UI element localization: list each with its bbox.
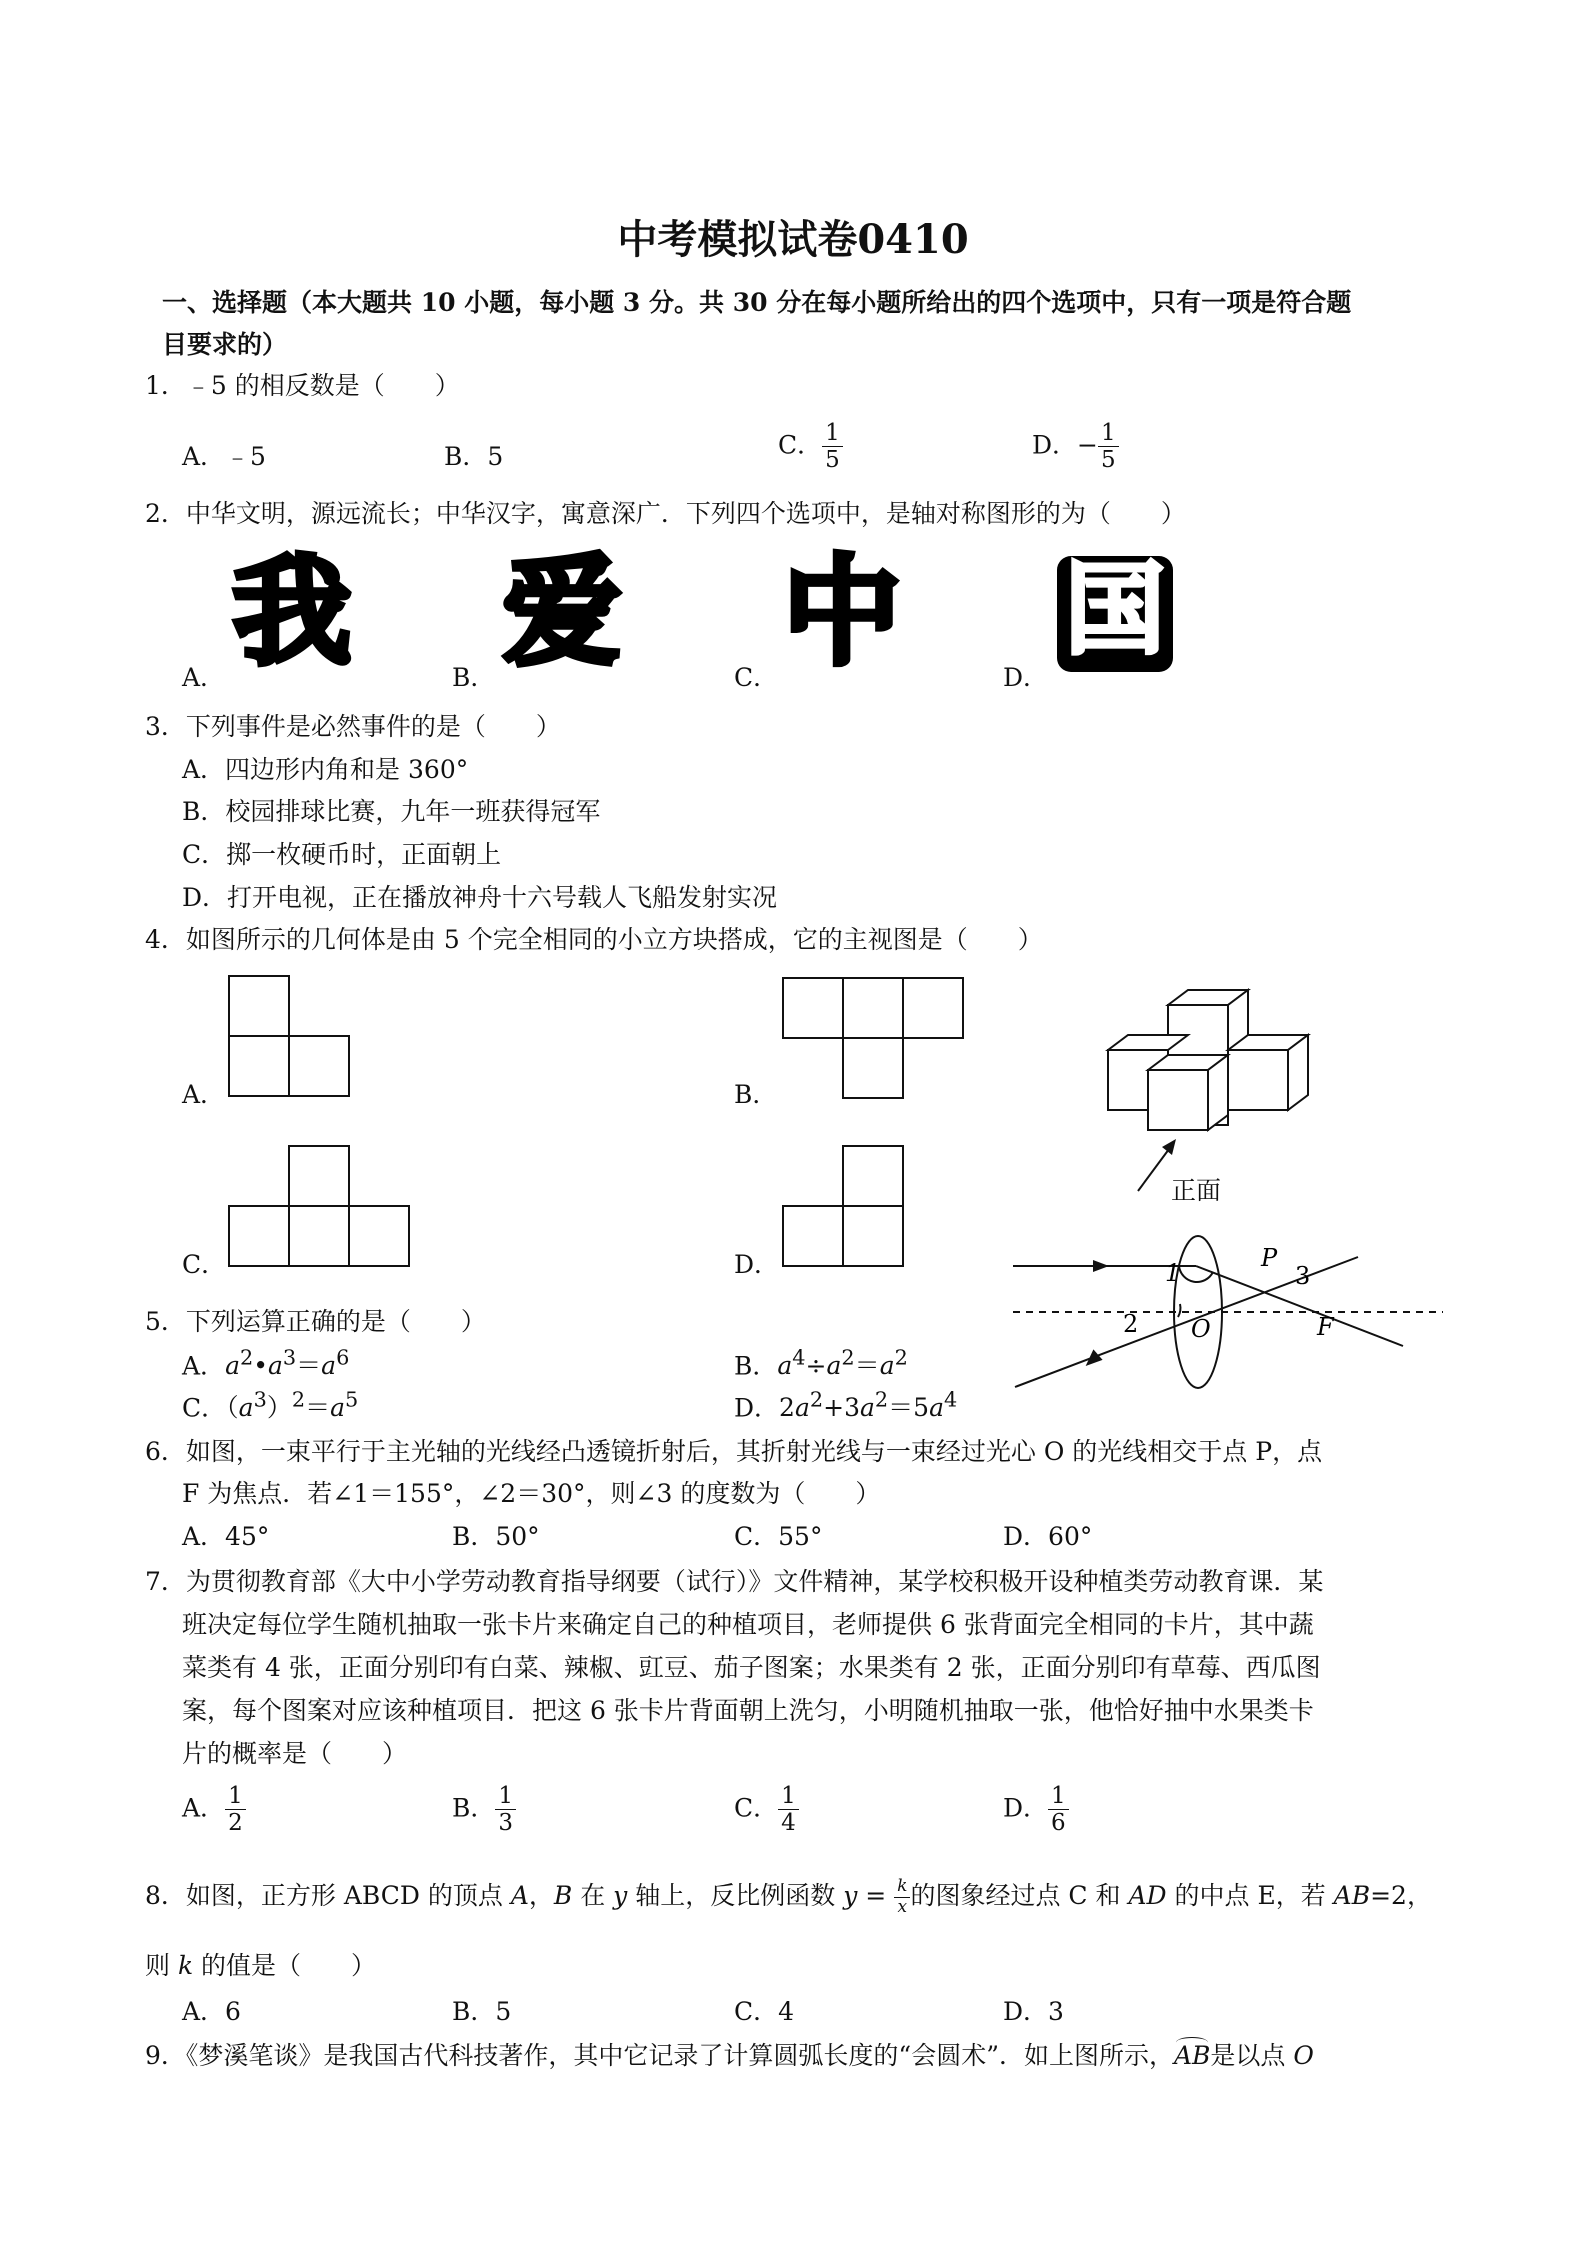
q8-stem-line1 [145, 1876, 1432, 1918]
q1-option-d-sign: − [1077, 430, 1098, 460]
q6-label-f: F [1317, 1313, 1334, 1341]
q9-stem-line1 [145, 2036, 1314, 2072]
fraction-numerator: k [894, 1877, 910, 1898]
q4-stem: 4．如图所示的几何体是由 5 个完全相同的小立方块搭成，它的主视图是（ ） [145, 925, 1043, 954]
q9-arc-ab [1174, 2041, 1210, 2070]
q7-option-a [182, 1783, 246, 1837]
q7-option-b-label: B． [452, 1793, 496, 1823]
glyph-wo: 我 [233, 543, 352, 681]
q9-text: 9．《梦溪笔谈》是我国古代科技著作，其中它记录了计算圆弧长度的“会圆术”．如上图所示， [145, 2041, 1174, 2070]
q6-lens-diagram [1013, 1232, 1453, 1392]
q8-text: 在 [572, 1881, 614, 1910]
glyph-zhong: 中 [783, 543, 902, 681]
q4-figure-c [228, 1145, 413, 1270]
q7-option-a-label: A． [182, 1793, 226, 1823]
q8-var-b: B [553, 1881, 573, 1910]
q6-label-2: 2 [1123, 1310, 1139, 1338]
section-heading: 一、选择题（本大题共 10 小题，每小题 3 分。共 30 分在每小题所给出的四个选项中，只有一项是符合题 [162, 288, 1352, 317]
q7-option-b-fraction [495, 1783, 516, 1837]
q8-stem-line2 [145, 1946, 376, 1982]
q8-var-k: k [177, 1951, 194, 1980]
q6-stem-line2: F 为焦点．若∠1＝155°，∠2＝30°，则∠3 的度数为（ ） [182, 1479, 881, 1508]
q5-option-a [182, 1346, 349, 1382]
q5-option-c [182, 1388, 358, 1424]
q5-option-a-expr: $a^2•a^3=a^6$ [225, 1346, 350, 1381]
fraction-numerator: 1 [225, 1783, 246, 1810]
q8-var-y: y [613, 1881, 628, 1910]
q5-option-d-expr: $2a^2+3a^2=5a^4$ [779, 1388, 958, 1423]
q8-option-b: B．5 [452, 1997, 512, 2026]
q8-text: 8．如图，正方形 ABCD 的顶点 [145, 1881, 511, 1910]
q3-stem: 3．下列事件是必然事件的是（ ） [145, 712, 561, 741]
fraction-denominator: 3 [498, 1810, 514, 1837]
q1-stem: 1．﹣5 的相反数是（ ） [145, 371, 460, 400]
q6-option-d: D．60° [1003, 1522, 1093, 1551]
q6-label-3: 3 [1295, 1262, 1311, 1290]
fraction-numerator: 1 [778, 1783, 799, 1810]
q4-option-d: D． [734, 1250, 780, 1279]
q5-option-b-expr: $a^4\div a^2=a^2$ [777, 1346, 908, 1381]
q1-option-c-label: C． [778, 430, 823, 460]
fraction-numerator: 1 [1098, 420, 1119, 447]
q9-arc-label: AB [1173, 2041, 1211, 2070]
q3-option-d: D．打开电视，正在播放神舟十六号载人飞船发射实况 [182, 883, 778, 912]
q6-stem-line1: 6．如图，一束平行于主光轴的光线经凸透镜折射后，其折射光线与一束经过光心 O 的光线相交于点 P，点 [145, 1437, 1323, 1466]
q7-option-d-label: D． [1003, 1793, 1049, 1823]
q4-option-a: A． [182, 1080, 226, 1109]
section-heading-cont: 目要求的） [162, 330, 288, 359]
q2-option-a: A． [182, 663, 226, 692]
q8-text: =2， [1370, 1881, 1432, 1910]
q8-text: 的中点 E，若 [1166, 1881, 1334, 1910]
q1-option-d-label: D． [1032, 430, 1078, 460]
q7-option-c-label: C． [734, 1793, 779, 1823]
q7-stem-line4: 案，每个图案对应该种植项目．把这 6 张卡片背面朝上洗匀，小明随机抽取一张，他恰好抽中水果类卡 [182, 1696, 1314, 1725]
q7-option-d [1003, 1783, 1069, 1837]
q6-label-p: P [1261, 1244, 1278, 1272]
fraction-numerator: 1 [1048, 1783, 1069, 1810]
glyph-ai: 爱 [503, 543, 622, 681]
q6-label-1: 1 [1165, 1259, 1181, 1287]
q8-text: 的值是（ ） [193, 1951, 377, 1980]
q1-option-c-fraction [822, 420, 843, 474]
q5-stem: 5．下列运算正确的是（ ） [145, 1307, 486, 1336]
q8-var-ad: AD [1128, 1881, 1167, 1910]
q4-option-b: B． [734, 1080, 778, 1109]
q8-var-ab: AB [1333, 1881, 1371, 1910]
q7-stem-line1: 7．为贯彻教育部《大中小学劳动教育指导纲要（试行）》文件精神，某学校积极开设种植类劳动教育课．某 [145, 1567, 1324, 1596]
q7-option-b [452, 1783, 516, 1837]
arc-mark [1176, 2037, 1208, 2048]
q4-figure-a [228, 975, 353, 1100]
q6-label-o: O [1191, 1315, 1211, 1343]
q4-figure-b [782, 977, 967, 1102]
q8-var-y: y [843, 1881, 858, 1910]
q7-stem-line5: 片的概率是（ ） [182, 1739, 408, 1768]
q5-option-b-label: B． [734, 1351, 778, 1381]
fraction-numerator: 1 [495, 1783, 516, 1810]
q3-option-b: B．校园排球比赛，九年一班获得冠军 [182, 797, 601, 826]
q1-option-b: B．5 [444, 442, 504, 471]
q8-text: ， [528, 1881, 554, 1910]
fraction-denominator: 4 [781, 1810, 796, 1837]
q7-option-a-fraction [225, 1783, 246, 1837]
q6-option-a: A．45° [182, 1522, 270, 1551]
q2-option-c: C． [734, 663, 779, 692]
q5-option-c-expr: $(a^3)^2=a^5$ [226, 1388, 359, 1423]
page-title: 中考模拟试卷0410 [617, 216, 969, 263]
q2-stem: 2．中华文明，源远流长；中华汉字，寓意深广．下列四个选项中，是轴对称图形的为（ ） [145, 499, 1186, 528]
glyph-guo-frame [1057, 551, 1173, 672]
fraction-numerator: 1 [822, 420, 843, 447]
q4-figure-d [782, 1145, 907, 1270]
fraction-denominator: 2 [228, 1810, 243, 1837]
q4-option-c: C． [182, 1250, 227, 1279]
q8-fraction-k-over-x [894, 1877, 910, 1917]
q2-option-b: B． [452, 663, 496, 692]
q7-option-c [734, 1783, 799, 1837]
q7-stem-line3: 菜类有 4 张，正面分别印有白菜、辣椒、豇豆、茄子图案；水果类有 2 张，正面分别印有草莓、西瓜图 [182, 1653, 1321, 1682]
fraction-denominator: 6 [1051, 1810, 1066, 1837]
fraction-denominator: x [897, 1897, 908, 1917]
q5-option-d-label: D． [734, 1393, 780, 1423]
q1-option-d-fraction [1098, 420, 1119, 474]
q9-var-o: O [1293, 2041, 1314, 2070]
q8-text: 的图象经过点 C 和 [910, 1881, 1129, 1910]
q2-option-d: D． [1003, 663, 1049, 692]
q5-option-c-label: C． [182, 1393, 227, 1423]
q1-option-c [778, 420, 843, 474]
q7-option-d-fraction [1048, 1783, 1069, 1837]
q3-option-a: A．四边形内角和是 360° [182, 755, 469, 784]
q8-text: 轴上，反比例函数 [627, 1881, 844, 1910]
q6-option-c: C．55° [734, 1522, 823, 1551]
q1-option-a: A．﹣5 [182, 442, 266, 471]
q9-text: 是以点 [1210, 2041, 1294, 2070]
q7-stem-line2: 班决定每位学生随机抽取一张卡片来确定自己的种植项目，老师提供 6 张背面完全相同的卡片，其中蔬 [182, 1610, 1314, 1639]
q5-option-d [734, 1388, 957, 1424]
q8-option-a: A．6 [182, 1997, 241, 2026]
q8-text: 则 [145, 1951, 178, 1980]
fraction-denominator: 5 [825, 447, 840, 474]
q8-option-c: C．4 [734, 1997, 795, 2026]
q5-option-a-label: A． [182, 1351, 226, 1381]
q1-option-d [1032, 420, 1119, 474]
glyph-guo: 国 [1065, 551, 1165, 668]
q3-option-c: C．掷一枚硬币时，正面朝上 [182, 840, 502, 869]
q7-option-c-fraction [778, 1783, 799, 1837]
q6-option-b: B．50° [452, 1522, 540, 1551]
q5-option-b [734, 1346, 908, 1382]
fraction-denominator: 5 [1101, 447, 1116, 474]
q8-var-a: A [510, 1881, 529, 1910]
q8-text: = [857, 1881, 895, 1910]
q4-front-label: 正面 [1171, 1176, 1222, 1205]
q8-option-d: D．3 [1003, 1997, 1064, 2026]
